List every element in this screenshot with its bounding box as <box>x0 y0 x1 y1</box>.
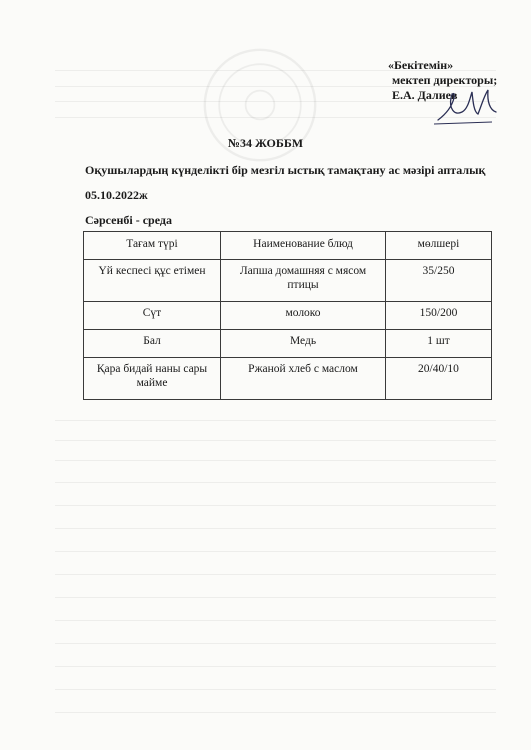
signature-icon <box>432 84 502 130</box>
table-row <box>84 302 492 330</box>
cell-dish-name: Лапша домашняя с мясом птицы <box>221 260 386 302</box>
table-row <box>84 330 492 358</box>
header-dish-name: Наименование блюд <box>221 232 386 260</box>
cell-dish-type: Сүт <box>84 302 221 330</box>
header-portion: мөлшері <box>386 232 492 260</box>
approval-line-3: Е.А. Далиев <box>392 88 458 102</box>
day-label: Сәрсенбі - среда <box>85 213 172 227</box>
cell-portion: 35/250 <box>386 260 492 302</box>
cell-dish-name: Медь <box>221 330 386 358</box>
cell-dish-name: Ржаной хлеб с маслом <box>221 358 386 400</box>
approval-line-1: «Бекітемін» <box>388 58 454 72</box>
school-name: №34 ЖОББМ <box>227 136 304 150</box>
cell-dish-type: Үй кеспесі құс етімен <box>84 260 221 302</box>
menu-table <box>83 231 492 400</box>
cell-portion: 20/40/10 <box>386 358 492 400</box>
table-row <box>84 358 492 400</box>
header-dish-type: Тағам түрі <box>84 232 221 260</box>
table-row <box>84 260 492 302</box>
menu-date: 05.10.2022ж <box>85 188 148 202</box>
table-header-row <box>84 232 492 260</box>
cell-dish-type: Қара бидай наны сары майме <box>84 358 221 400</box>
cell-portion: 150/200 <box>386 302 492 330</box>
cell-portion: 1 шт <box>386 330 492 358</box>
menu-title: Оқушылардың күнделікті бір мезгіл ыстық тамақтану ас мәзірі апталық <box>85 163 486 177</box>
cell-dish-type: Бал <box>84 330 221 358</box>
approval-line-2: мектеп директоры; <box>392 73 498 87</box>
cell-dish-name: молоко <box>221 302 386 330</box>
